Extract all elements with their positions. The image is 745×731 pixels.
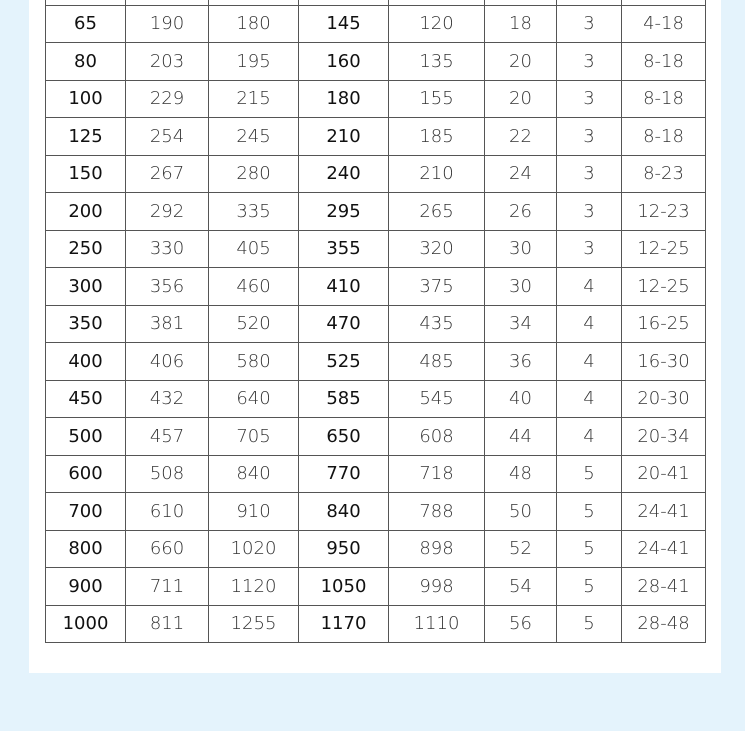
table-cell: 229 [126, 80, 209, 118]
table-cell: 1020 [209, 530, 299, 568]
table-cell: 1170 [299, 605, 389, 643]
table-row [46, 380, 706, 418]
table-cell: 5 [557, 605, 622, 643]
table-cell: 1120 [209, 568, 299, 606]
table-cell: 545 [389, 380, 485, 418]
table-cell: 8-18 [622, 80, 706, 118]
table-cell: 203 [126, 43, 209, 81]
table-cell: 788 [389, 493, 485, 531]
table-cell: 80 [46, 43, 126, 81]
table-cell: 195 [209, 43, 299, 81]
table-cell: 460 [209, 268, 299, 306]
table-cell: 254 [126, 118, 209, 156]
table-cell: 508 [126, 455, 209, 493]
table-cell: 24-41 [622, 493, 706, 531]
table-row [46, 305, 706, 343]
table-cell: 660 [126, 530, 209, 568]
table-cell: 410 [299, 268, 389, 306]
table-cell: 54 [485, 568, 557, 606]
table-cell: 406 [126, 343, 209, 381]
table-cell: 65 [46, 5, 126, 43]
table-row [46, 530, 706, 568]
table-cell: 40 [485, 380, 557, 418]
table-cell: 405 [209, 230, 299, 268]
table-cell: 5 [557, 493, 622, 531]
table-cell: 22 [485, 118, 557, 156]
table-row [46, 343, 706, 381]
table-row [46, 455, 706, 493]
table-cell: 44 [485, 418, 557, 456]
table-cell: 8-18 [622, 118, 706, 156]
table-cell: 28-41 [622, 568, 706, 606]
table-cell: 500 [46, 418, 126, 456]
table-cell: 840 [209, 455, 299, 493]
table-cell: 4 [557, 418, 622, 456]
table-cell: 30 [485, 230, 557, 268]
table-cell: 1000 [46, 605, 126, 643]
table-cell: 240 [299, 155, 389, 193]
table-cell: 20 [485, 43, 557, 81]
table-cell: 4 [557, 268, 622, 306]
table-cell: 50 [485, 493, 557, 531]
table-cell: 450 [46, 380, 126, 418]
table-cell: 34 [485, 305, 557, 343]
table-cell: 950 [299, 530, 389, 568]
table-cell: 16-25 [622, 305, 706, 343]
table-cell: 292 [126, 193, 209, 231]
table-cell: 840 [299, 493, 389, 531]
table-cell: 8-18 [622, 43, 706, 81]
table-row [46, 605, 706, 643]
table-cell: 3 [557, 193, 622, 231]
table-row [46, 193, 706, 231]
table-cell: 125 [46, 118, 126, 156]
table-cell: 16-30 [622, 343, 706, 381]
table-cell: 700 [46, 493, 126, 531]
table-row [46, 568, 706, 606]
table-cell: 190 [126, 5, 209, 43]
table-cell: 26 [485, 193, 557, 231]
table-cell: 898 [389, 530, 485, 568]
table-cell: 5 [557, 455, 622, 493]
table-cell: 8-23 [622, 155, 706, 193]
table-cell: 3 [557, 5, 622, 43]
table-cell: 330 [126, 230, 209, 268]
table-cell: 608 [389, 418, 485, 456]
spec-table [45, 0, 706, 643]
table-cell: 432 [126, 380, 209, 418]
table-cell: 120 [389, 5, 485, 43]
table-cell: 5 [557, 530, 622, 568]
table-cell: 265 [389, 193, 485, 231]
table-cell: 210 [299, 118, 389, 156]
table-cell: 36 [485, 343, 557, 381]
table-cell: 320 [389, 230, 485, 268]
table-cell: 4-18 [622, 5, 706, 43]
table-cell: 4 [557, 305, 622, 343]
table-cell: 30 [485, 268, 557, 306]
table-cell: 600 [46, 455, 126, 493]
table-row [46, 155, 706, 193]
table-row [46, 5, 706, 43]
table-cell: 520 [209, 305, 299, 343]
table-cell: 210 [389, 155, 485, 193]
table-cell: 335 [209, 193, 299, 231]
table-cell: 375 [389, 268, 485, 306]
table-cell: 485 [389, 343, 485, 381]
table-cell: 135 [389, 43, 485, 81]
table-cell: 180 [209, 5, 299, 43]
table-row [46, 118, 706, 156]
table-cell: 770 [299, 455, 389, 493]
table-cell: 280 [209, 155, 299, 193]
table-cell: 267 [126, 155, 209, 193]
table-cell: 470 [299, 305, 389, 343]
table-cell: 24 [485, 155, 557, 193]
table-cell: 610 [126, 493, 209, 531]
table-cell: 4 [557, 343, 622, 381]
table-cell: 3 [557, 155, 622, 193]
table-cell: 910 [209, 493, 299, 531]
table-cell: 300 [46, 268, 126, 306]
table-cell: 24-41 [622, 530, 706, 568]
table-row [46, 80, 706, 118]
table-cell: 150 [46, 155, 126, 193]
table-cell: 585 [299, 380, 389, 418]
table-cell: 356 [126, 268, 209, 306]
table-cell: 145 [299, 5, 389, 43]
table-cell: 355 [299, 230, 389, 268]
table-row [46, 43, 706, 81]
table-cell: 457 [126, 418, 209, 456]
table-cell: 20-30 [622, 380, 706, 418]
table-cell: 1255 [209, 605, 299, 643]
table-cell: 800 [46, 530, 126, 568]
table-cell: 3 [557, 118, 622, 156]
table-cell: 18 [485, 5, 557, 43]
table-cell: 12-25 [622, 268, 706, 306]
table-cell: 20 [485, 80, 557, 118]
table-row [46, 493, 706, 531]
table-cell: 711 [126, 568, 209, 606]
table-cell: 12-25 [622, 230, 706, 268]
table-cell: 52 [485, 530, 557, 568]
table-cell: 811 [126, 605, 209, 643]
table-cell: 1050 [299, 568, 389, 606]
table-cell: 48 [485, 455, 557, 493]
spec-table-body [46, 0, 706, 643]
table-cell: 4 [557, 380, 622, 418]
table-cell: 250 [46, 230, 126, 268]
table-row [46, 418, 706, 456]
table-row [46, 230, 706, 268]
table-cell: 160 [299, 43, 389, 81]
table-cell: 200 [46, 193, 126, 231]
table-cell: 155 [389, 80, 485, 118]
table-cell: 580 [209, 343, 299, 381]
table-cell: 245 [209, 118, 299, 156]
table-cell: 400 [46, 343, 126, 381]
table-cell: 998 [389, 568, 485, 606]
table-cell: 718 [389, 455, 485, 493]
table-cell: 28-48 [622, 605, 706, 643]
table-cell: 650 [299, 418, 389, 456]
table-cell: 20-34 [622, 418, 706, 456]
table-cell: 20-41 [622, 455, 706, 493]
table-cell: 525 [299, 343, 389, 381]
table-cell: 1110 [389, 605, 485, 643]
table-cell: 900 [46, 568, 126, 606]
table-cell: 3 [557, 43, 622, 81]
table-cell: 640 [209, 380, 299, 418]
table-cell: 3 [557, 230, 622, 268]
table-cell: 180 [299, 80, 389, 118]
table-cell: 3 [557, 80, 622, 118]
table-cell: 5 [557, 568, 622, 606]
table-cell: 100 [46, 80, 126, 118]
table-cell: 56 [485, 605, 557, 643]
content-card [29, 0, 721, 673]
table-cell: 435 [389, 305, 485, 343]
table-cell: 350 [46, 305, 126, 343]
table-cell: 381 [126, 305, 209, 343]
table-cell: 12-23 [622, 193, 706, 231]
table-cell: 295 [299, 193, 389, 231]
table-cell: 215 [209, 80, 299, 118]
table-cell: 705 [209, 418, 299, 456]
table-cell: 185 [389, 118, 485, 156]
table-row [46, 268, 706, 306]
